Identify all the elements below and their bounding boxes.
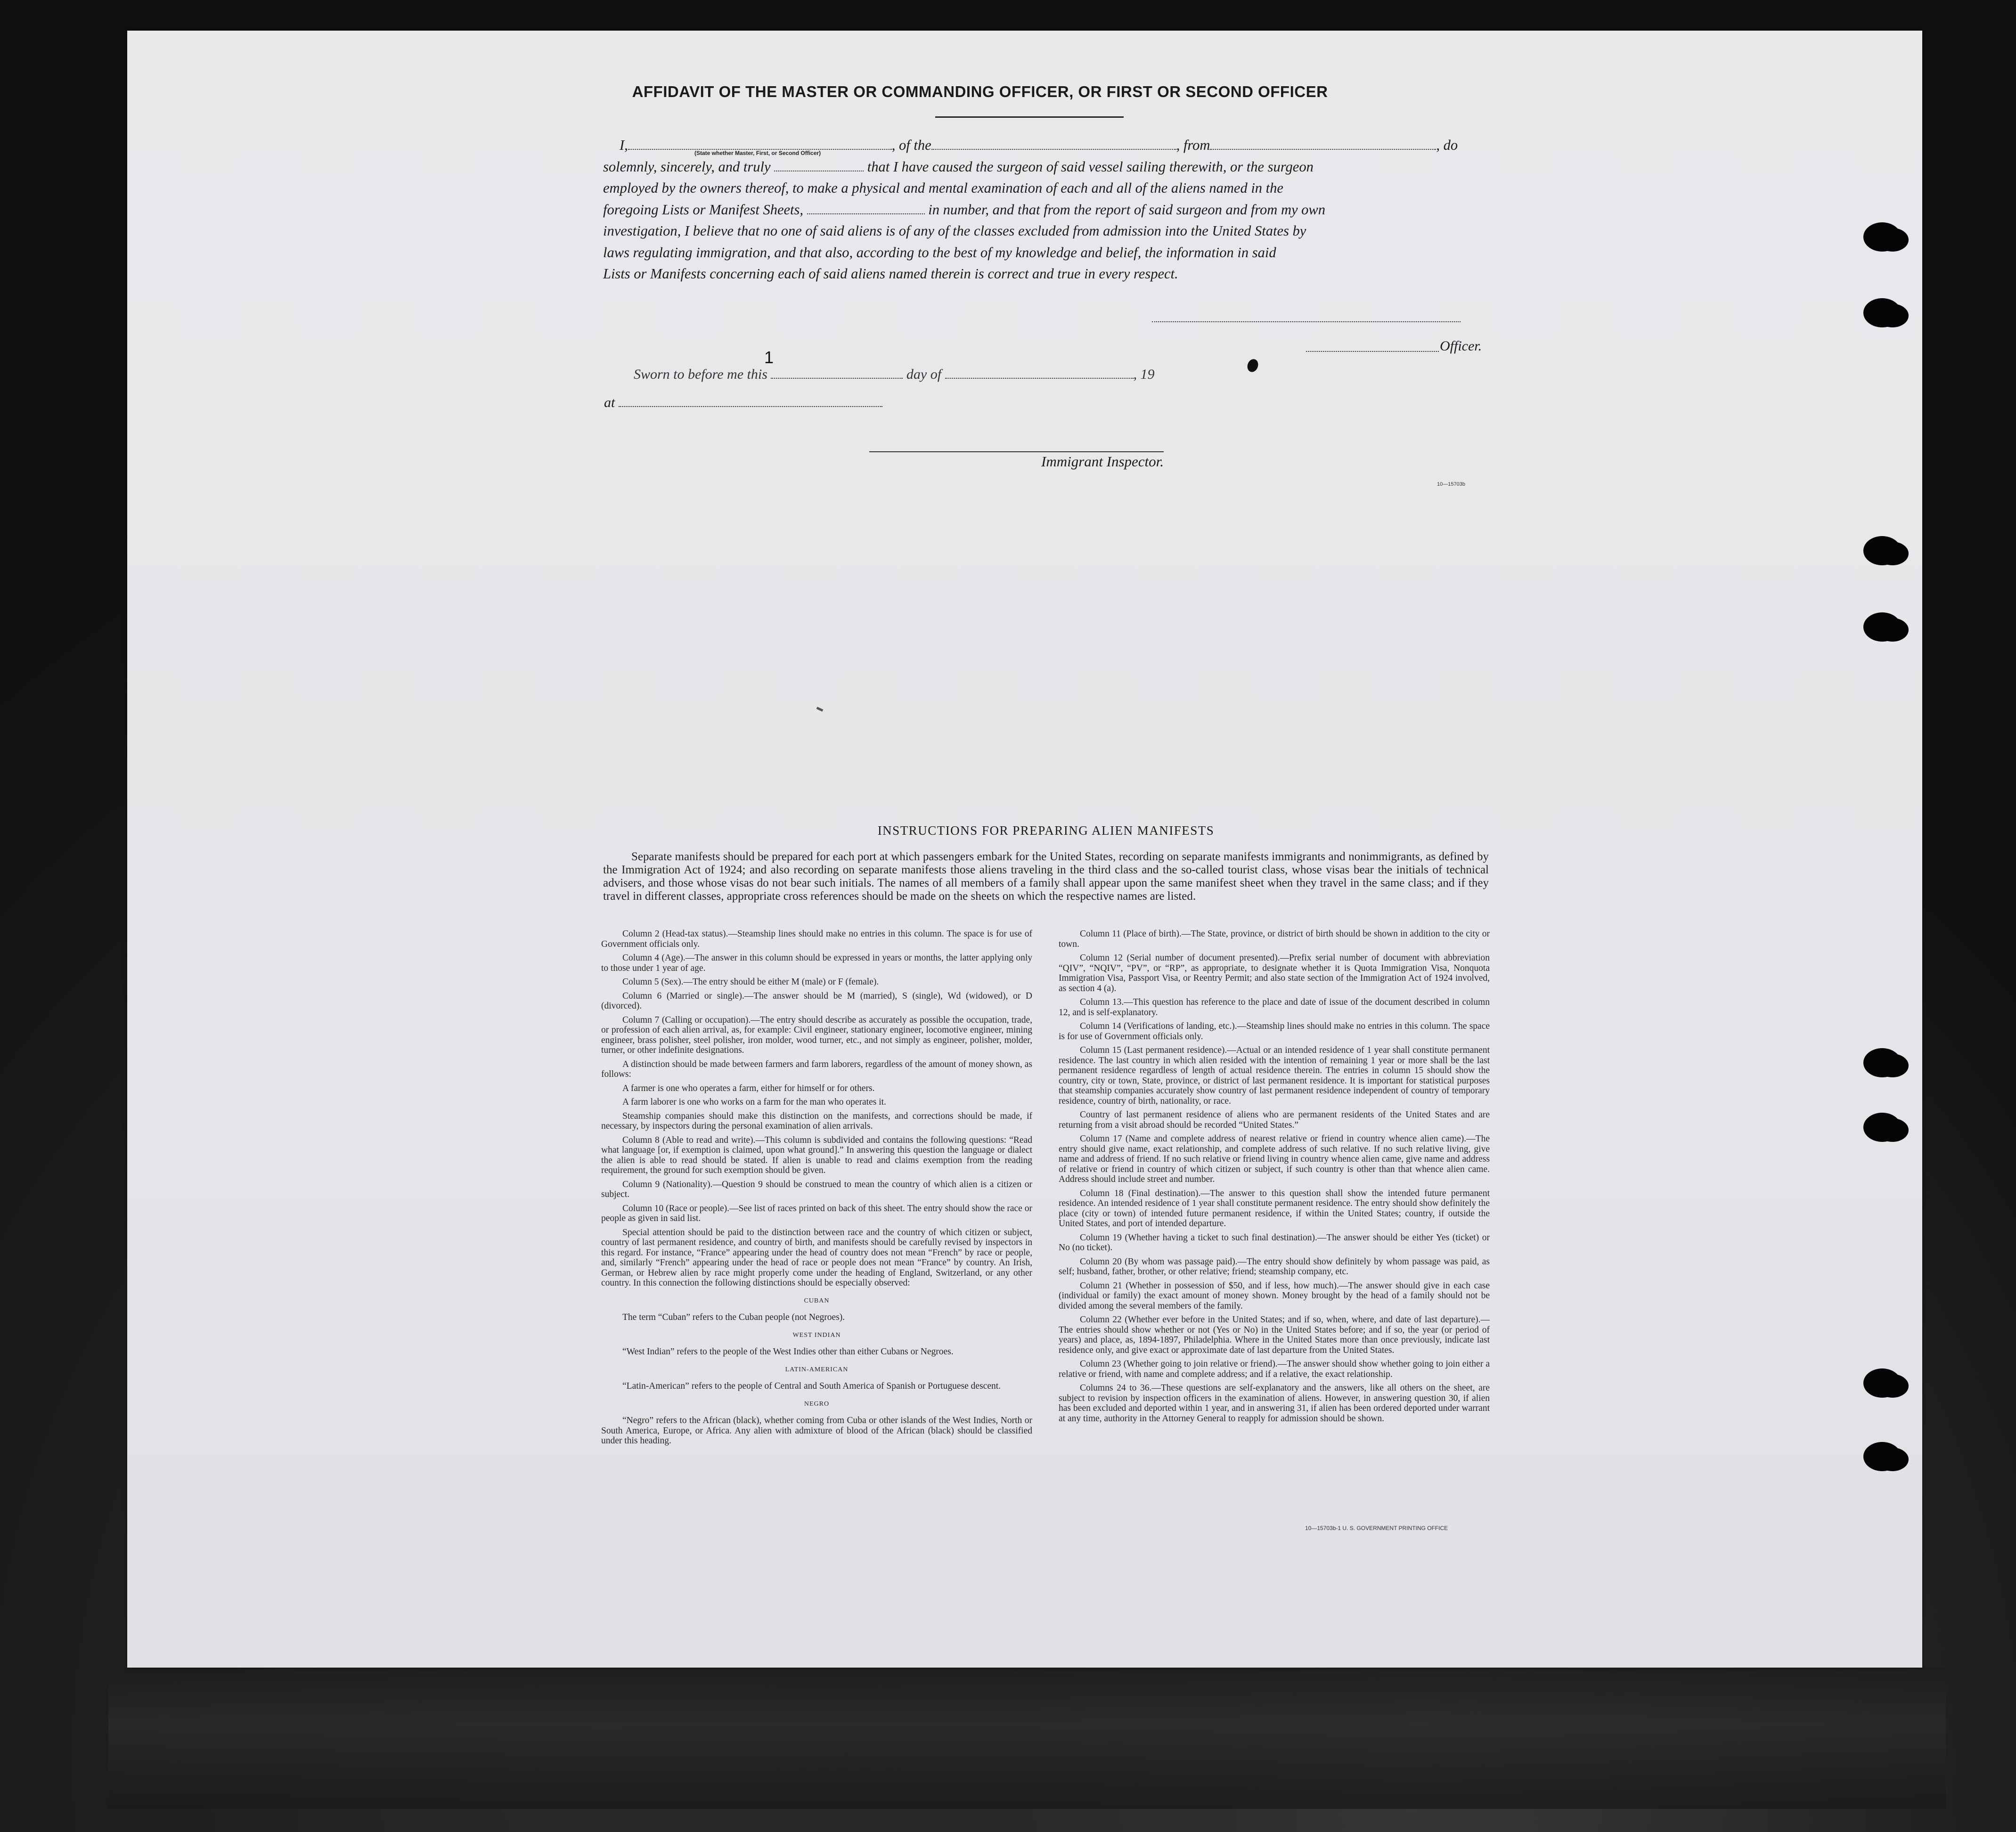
instruction-paragraph: Column 4 (Age).—The answer in this column should be expressed in years or months, the latter applying only to those under 1 year of age.: [601, 953, 1032, 973]
scan-bottom-shadow: [108, 1668, 1946, 1809]
officer-rank-blank: [628, 138, 892, 150]
affidavit-line-2: [603, 156, 1494, 178]
month-blank: [945, 367, 1134, 379]
affidavit-line-3: employed by the owners thereof, to make a physical and mental examination of each and all of the aliens named in the: [603, 180, 1283, 196]
title-underline: [935, 116, 1124, 118]
punch-hole-1: [1863, 222, 1901, 252]
affidavit-text: in number, and that from the report of said surgeon and from my own: [928, 201, 1325, 218]
form-code: 10—15703b: [1437, 481, 1465, 487]
instruction-paragraph: Column 20 (By whom was passage paid).—The entry should show definitely by whom passage was paid, as self; husband, father, brother, or other relative; friend; steamship company, etc.: [1059, 1256, 1490, 1277]
swear-blank: [774, 160, 864, 171]
port-blank: [1210, 138, 1436, 150]
officer-label: Officer.: [1440, 338, 1482, 354]
sworn-text: Sworn to before me this: [634, 366, 767, 382]
instruction-paragraph: Column 11 (Place of birth).—The State, province, or district of birth should be shown in addition to the city or town.: [1059, 929, 1490, 949]
heading-cuban: CUBAN: [804, 1297, 830, 1304]
punch-hole-4: [1863, 612, 1901, 642]
instruction-paragraph: Column 14 (Verifications of landing, etc.).—Steamship lines should make no entries in this column. The space is for use of Government officials only.: [1059, 1021, 1490, 1042]
instructions-left-column: [601, 929, 1032, 1450]
instruction-paragraph: Column 17 (Name and complete address of nearest relative or friend in country whence alien came).—The entry should give name, exact relationship, and complete address of such relative. If no such relative living, give name and address of friend. If no such relative or friend living in country whence alien came, give name and address of relative or friend in country of which citizen or subject, if such country is other than that whence alien came. Address should include street and number.: [1059, 1134, 1490, 1184]
definition-negro: “Negro” refers to the African (black), whether coming from Cuba or other islands of the West Indies, North or South America, Europe, or Africa. Any alien with admixture of blood of the African (black) should be classified under this heading.: [601, 1416, 1032, 1446]
year-text: , 19: [1133, 366, 1155, 382]
affidavit-line-7: Lists or Manifests concerning each of said aliens named therein is correct and true in every respect.: [603, 266, 1178, 282]
instruction-paragraph: Column 8 (Able to read and write).—This column is subdivided and contains the following questions: “Read what language [or, if exemption is claimed, upon what ground].” In answering this question the language or dialect the alien is able to read should be stated. If alien is unable to read and claims exemption from the reading requirement, the ground for such exemption should be given.: [601, 1135, 1032, 1175]
instruction-paragraph: Column 15 (Last permanent residence).—Actual or an intended residence of 1 year shall constitute permanent residence. The last country in which alien resided with the intention of remaining 1 year or more shall be the last permanent residence regardless of length of actual residence therein. The entries in column 15 should show the country, city or town, State, province, or district of last permanent residence. It is important for statistical purposes that steamship companies accurately show country of last permanent residence independent of country of temporary residence, country of birth, nationality, or race.: [1059, 1045, 1490, 1106]
definition-cuban: The term “Cuban” refers to the Cuban people (not Negroes).: [622, 1312, 845, 1322]
affidavit-body: [603, 135, 1494, 285]
punch-hole-5: [1863, 1048, 1901, 1077]
instruction-paragraph: Column 12 (Serial number of document presented).—Prefix serial number of document with abbreviation “QIV”, “NQIV”, “PV”, or “RP”, as appropriate, to designate whether it is Quota Immigration Visa, Nonquota Immigration Visa, Passport Visa, or Reentry Permit; and also state section of the Immigration Act of 1924 involved, as section 4 (a).: [1059, 953, 1490, 993]
affidavit-text: solemnly, sincerely, and truly: [603, 158, 771, 175]
instruction-paragraph: Column 5 (Sex).—The entry should be either M (male) or F (female).: [622, 977, 879, 987]
heading-west-indian: WEST INDIAN: [792, 1331, 841, 1339]
punch-hole-2: [1863, 298, 1901, 327]
instruction-paragraph: A distinction should be made between farmers and farm laborers, regardless of the amount of money shown, as follows:: [601, 1059, 1032, 1079]
heading-latin-american: LATIN-AMERICAN: [785, 1366, 849, 1373]
instruction-paragraph: Columns 24 to 36.—These questions are self-explanatory and the answers, like all others on the sheet, are subject to revision by inspection officers in the examination of aliens. However, in answering question 30, if alien has been excluded and deported within 1 year, and in answering 31, if alien has been ordered deported under warrant at any time, authority in the Attorney General to reapply for admission should be shown.: [1059, 1383, 1490, 1424]
at-line: [604, 395, 882, 411]
affidavit-line-5: investigation, I believe that no one of said aliens is of any of the classes excluded from admission into the United States by: [603, 223, 1306, 239]
inspector-signature-line: [869, 451, 1164, 452]
affidavit-i: I,: [620, 137, 628, 153]
day-of-text: day of: [906, 366, 942, 382]
affidavit-of-the: , of the: [891, 137, 931, 153]
instruction-paragraph: Special attention should be paid to the distinction between race and the country of which citizen or subject, country of last permanent residence, and country of birth, and manifests should be carefully revised by inspectors in this regard. For instance, “France” appearing under the head of country does not mean “French” by race or people, and, similarly “French” appearing under the head of race or people does not mean “France” by country. An Irish, German, or Hebrew alien by race might properly come under the heading of England, Switzerland, or any other country. In this connection the following distinctions should be especially observed:: [601, 1227, 1032, 1288]
instruction-paragraph: Column 19 (Whether having a ticket to such final destination).—The answer should be either Yes (ticket) or No (no ticket).: [1059, 1232, 1490, 1253]
place-blank: [619, 396, 882, 407]
instruction-paragraph: Column 23 (Whether going to join relative or friend).—The answer should show whether going to join either a relative or friend, with name and complete address; and if a relative, the exact relationship.: [1059, 1359, 1490, 1379]
instruction-paragraph: Column 21 (Whether in possession of $50, and if less, how much).—The answer should give in each case (individual or family) the exact amount of money shown. Money brought by the head of a family should not be divided among the several members of the family.: [1059, 1280, 1490, 1311]
instruction-paragraph: Country of last permanent residence of aliens who are permanent residents of the United States and are returning from a visit abroad should be recorded “United States.”: [1059, 1110, 1490, 1130]
vessel-blank: [931, 138, 1176, 150]
definition-west-indian: “West Indian” refers to the people of the West Indies other than either Cubans or Negroes.: [622, 1347, 954, 1357]
instruction-paragraph: Steamship companies should make this distinction on the manifests, and corrections should be made, if necessary, by inspectors during the personal examination of alien arrivals.: [601, 1111, 1032, 1131]
instruction-paragraph: Column 2 (Head-tax status).—Steamship lines should make no entries in this column. The space is for use of Government officials only.: [601, 929, 1032, 949]
definition-latin-american: “Latin-American” refers to the people of Central and South America of Spanish or Portuguese descent.: [622, 1381, 1001, 1391]
punch-hole-7: [1863, 1368, 1901, 1398]
instruction-paragraph: Column 9 (Nationality).—Question 9 should be construed to mean the country of which alien is a citizen or subject.: [601, 1179, 1032, 1199]
sheet-count-blank: [807, 203, 925, 214]
instructions-intro: Separate manifests should be prepared for each port at which passengers embark for the United States, recording on separate manifests immigrants and nonimmigrants, as defined by the Immigration Act of 1924; and also recording on separate manifests those aliens traveling in the third class and the so-called tourist class, whose visas bear the initials of technical advisers, and those whose visas do not bear such initials. The names of all members of a family shall appear upon the same manifest sheet when they travel in the same class; and if they travel in different classes, appropriate cross references should be made on the sheets on which the respective names are listed.: [603, 850, 1489, 903]
instruction-paragraph: Column 22 (Whether ever before in the United States; and if so, when, where, and date of last departure).—The entries should show whether or not (Yes or No) in the United States before; and if so, the year (or period of years) and place, as, 1894-1897, Philadelphia. Where in the United States more than once previously, indicate last residence only, and give exact or approximate date of last departure from the United States.: [1059, 1315, 1490, 1355]
instruction-paragraph: Column 13.—This question has reference to the place and date of issue of the document described in column 12, and is self-explanatory.: [1059, 997, 1490, 1018]
punch-hole-6: [1863, 1113, 1901, 1142]
instructions-title: INSTRUCTIONS FOR PREPARING ALIEN MANIFESTS: [877, 823, 1215, 838]
instruction-paragraph: Column 18 (Final destination).—The answer to this question shall show the intended future permanent residence. An intended residence of 1 year shall constitute permanent residence. The entry should show definitely the place (city or town) of intended future permanent residence, if within the United States; country, if outside the United States, and port of intended departure.: [1059, 1188, 1490, 1229]
inspector-label: Immigrant Inspector.: [1041, 453, 1164, 470]
handwritten-mark: 1: [764, 348, 774, 367]
instruction-paragraph: A farmer is one who operates a farm, either for himself or for others.: [622, 1083, 875, 1093]
day-blank: [771, 367, 903, 379]
affidavit-text: that I have caused the surgeon of said vessel sailing therewith, or the surgeon: [867, 158, 1314, 175]
punch-hole-3: [1863, 536, 1901, 565]
affidavit-text: foregoing Lists or Manifest Sheets,: [603, 201, 804, 218]
instruction-paragraph: Column 10 (Race or people).—See list of races printed on back of this sheet. The entry should show the race or people as given in said list.: [601, 1203, 1032, 1223]
instruction-paragraph: Column 6 (Married or single).—The answer should be M (married), S (single), Wd (widowed), or D (divorced).: [601, 991, 1032, 1011]
heading-negro: NEGRO: [804, 1400, 830, 1408]
affidavit-title: AFFIDAVIT OF THE MASTER OR COMMANDING OFFICER, OR FIRST OR SECOND OFFICER: [632, 83, 1328, 100]
affidavit-from: , from: [1176, 137, 1210, 153]
instruction-paragraph: Column 7 (Calling or occupation).—The entry should describe as accurately as possible the occupation, trade, or profession of each alien arrival, as, for example: Civil engineer, stationary engineer, locomotive engineer, mining engineer, brass polisher, steel polisher, iron molder, wood turner, etc., and not simply as engineer, polisher, molder, turner, or other indefinite designations.: [601, 1015, 1032, 1055]
punch-hole-8: [1863, 1442, 1901, 1471]
affidavit-do: , do: [1436, 137, 1458, 153]
instructions-right-column: [1059, 929, 1490, 1427]
instruction-paragraph: A farm laborer is one who works on a farm for the man who operates it.: [622, 1097, 886, 1107]
officer-signature-line: [1152, 321, 1461, 322]
officer-title-line: [1306, 351, 1439, 352]
printing-office-code: 10—15703b-1 U. S. GOVERNMENT PRINTING OFFICE: [1305, 1525, 1448, 1531]
affidavit-line-4: [603, 199, 1494, 221]
at-text: at: [604, 395, 615, 410]
rank-note: (State whether Master, First, or Second Officer): [694, 150, 821, 156]
affidavit-line-6: laws regulating immigration, and that also, according to the best of my knowledge and belief, the information in said: [603, 244, 1276, 261]
sworn-line: [634, 366, 1155, 383]
